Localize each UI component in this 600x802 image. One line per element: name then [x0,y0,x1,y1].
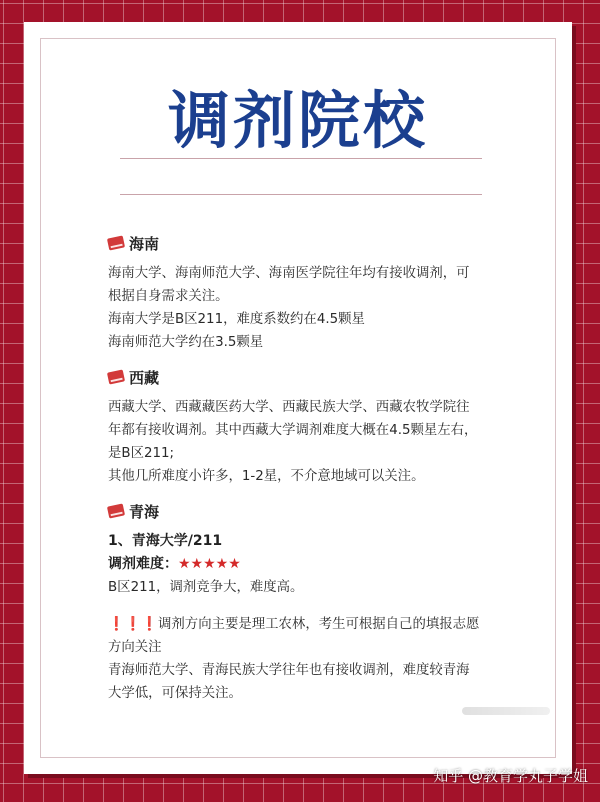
body-line: 西藏大学、西藏藏医药大学、西藏民族大学、西藏农牧学院往 [108,400,470,415]
star-rating: ★★★★★ [178,556,241,572]
divider-bottom [120,194,482,195]
section-body [108,262,528,354]
body-line: 海南师范大学约在3.5颗星 [108,335,264,350]
section-heading-label: 青海 [129,502,160,521]
page-title: 调剂院校 [167,84,428,157]
section-heading [108,232,528,254]
difficulty-row [108,553,528,576]
section-xizang [108,366,528,488]
university-subheading: 1、青海大学/211 [108,533,223,549]
exclamation-icon: ❗❗❗ [108,617,159,632]
faint-logo-mark [462,707,550,715]
divider-top [120,158,482,159]
body-line: 是B区211; [108,446,175,461]
body-line: 青海师范大学、青海民族大学往年也有接收调剂，难度较青海 [108,663,470,678]
body-line: 年都有接收调剂。其中西藏大学调剂难度大概在4.5颗星左右， [108,423,478,438]
section-hainan [108,232,528,354]
section-body [108,396,528,488]
section-qinghai [108,500,528,705]
body-line: 其他几所难度小许多，1-2星，不介意地域可以关注。 [108,469,425,484]
difficulty-label: 调剂难度： [108,556,178,572]
watermark: 知乎 @教育学丸子学姐 [433,767,588,785]
body-line: 根据自身需求关注。 [108,289,229,304]
body-line: B区211，调剂竞争大，难度高。 [108,580,304,595]
book-icon [107,503,125,518]
book-icon [107,235,125,250]
content-card [24,22,572,774]
body-line: 海南大学是B区211，难度系数约在4.5颗星 [108,312,365,327]
note-text: 调剂方向主要是理工农林，考生可根据自己的填报志愿 [158,617,480,632]
book-icon [107,369,125,384]
section-heading [108,500,528,522]
body-line: 大学低，可保持关注。 [108,686,242,701]
section-heading-label: 西藏 [129,368,160,387]
body-line: 海南大学、海南师范大学、海南医学院往年均有接收调剂，可 [108,266,470,281]
section-body [108,530,528,705]
body-line: 方向关注 [108,640,162,655]
section-heading [108,366,528,388]
section-heading-label: 海南 [129,234,160,253]
note-line [108,613,528,636]
